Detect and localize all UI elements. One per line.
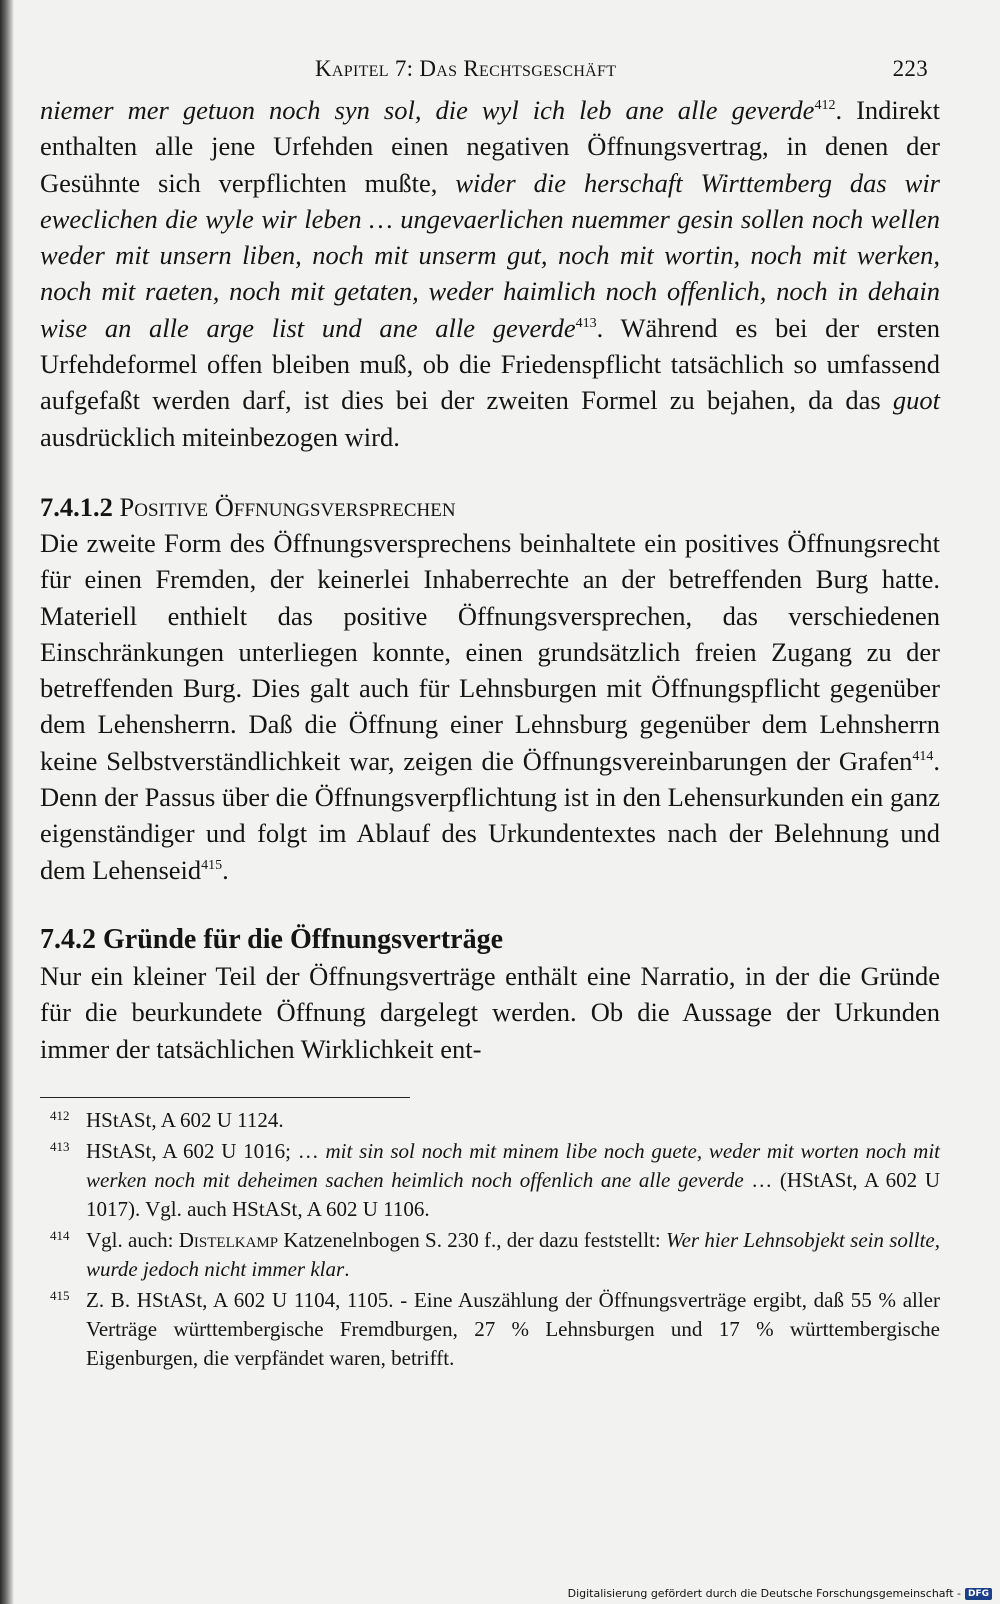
footnote-text: Katzenelnbogen S. 230 f., der dazu feststellt: — [278, 1227, 666, 1252]
footnote-ref: 415 — [201, 857, 223, 873]
footnote-number: 415 — [50, 1287, 70, 1303]
footnote-ref: 414 — [912, 748, 934, 764]
footnote-author: Distelkamp — [178, 1227, 279, 1252]
footnote-number: 412 — [50, 1107, 70, 1123]
subsection-heading — [40, 489, 940, 525]
footnote-text: HStASt, A 602 U 1016; … — [86, 1138, 326, 1163]
text-run: . Während es bei der ersten Urfehdeformel offen bleiben muß, ob die Friedenspflicht tatsächlich so umfassend aufgefaßt werden darf, ist dies bei der zweiten Formel zu bejahen, da das — [40, 312, 940, 416]
paragraph — [40, 92, 940, 455]
paragraph: Nur ein kleiner Teil der Öffnungsverträge enthält eine Narratio, in der die Gründe für die beurkundete Öffnung dargelegt werden. Ob die Aussage der Urkunden immer der tatsächlichen Wirklichkeit ent- — [40, 960, 940, 1064]
subsection-title: Positive Öffnungsversprechen — [119, 491, 456, 522]
footnote-text: … (HStASt, A 602 U 1017). Vgl. auch HStASt, A 602 U 1106. — [86, 1167, 940, 1221]
footnote-number: 414 — [50, 1227, 70, 1243]
footnotes — [40, 1106, 940, 1373]
book-spine-shadow — [0, 0, 14, 1604]
dfg-logo-icon: DFG — [965, 1588, 992, 1600]
subsection-number: 7.4.1.2 — [40, 491, 113, 522]
footnote — [40, 1106, 940, 1135]
book-page — [40, 52, 940, 1375]
footnote-text: Z. B. HStASt, A 602 U 1104, 1105. - Eine Auszählung der Öffnungsverträge ergibt, daß 55 % aller Verträge württembergische Fremdburgen, 27 % Lehnsburgen und 17 % württembergische Eigenburgen, die verpfändet waren, betrifft. — [86, 1287, 940, 1370]
quotation: niemer mer getuon noch syn sol, die wyl ich leb ane alle geverde — [40, 95, 815, 125]
text-run: Die zweite Form des Öffnungsversprechens beinhaltete ein positives Öffnungsrecht für einen Fremden, der keinerlei Inhaberrechte an der betreffenden Burg hatte. Materiell enthielt das positive Öffnungsversprechen, das verschiedenen Einschränkungen unterliegen konnte, einen grundsätzlich freien Zugang zu der betreffenden Burg. Dies galt auch für Lehnsburgen mit Öffnungspflicht gegenüber dem Lehensherrn. Daß die Öffnung einer Lehnsburg gegenüber dem Lehnsherrn keine Selbstverständlichkeit war, zeigen die Öffnungsvereinbarungen der Grafen — [40, 527, 940, 776]
footnote-ref: 413 — [575, 315, 597, 331]
footnote-quotation: mit sin sol noch mit minem libe noch guete, weder mit worten noch mit werken noch mit deheimen sachen heimlich noch offenlich ane alle geverde — [86, 1138, 940, 1192]
text-run: . Indirekt enthalten alle jene Urfehden einen negativen Öffnungsvertrag, in denen der Gesühnte sich verpflichten mußte, — [40, 95, 940, 198]
footnote-ref: 412 — [814, 98, 836, 114]
digitization-credit — [568, 1587, 992, 1600]
page-number: 223 — [892, 56, 928, 81]
main-text — [40, 92, 940, 1067]
term: guot — [892, 385, 940, 416]
page-header — [40, 52, 940, 92]
footnote-text: HStASt, A 602 U 1124. — [86, 1107, 284, 1132]
section-heading: 7.4.2 Gründe für die Öffnungsverträge — [40, 923, 504, 955]
credit-text: Digitalisierung gefördert durch die Deutsche Forschungsgemeinschaft - — [567, 1587, 961, 1600]
footnote-quotation: Wer hier Lehnsobjekt sein sollte, wurde jedoch nicht immer klar — [86, 1227, 940, 1281]
text-run: . — [222, 854, 229, 885]
footnote — [40, 1226, 940, 1284]
footnote — [40, 1137, 940, 1224]
paragraph — [40, 525, 940, 888]
text-run: . Denn der Passus über die Öffnungsverpflichtung ist in den Lehensurkunden ein ganz eigenständiger und folgt im Ablauf des Urkundentextes nach der Belehnung und dem Lehenseid — [40, 745, 940, 885]
running-head: Kapitel 7: Das Rechtsgeschäft — [315, 56, 617, 81]
footnote-text: . — [344, 1256, 350, 1281]
quotation: wider die herschaft Wirttemberg das wir eweclichen die wyle wir leben … ungevaerlichen nuemmer gesin sollen noch wellen weder mit unsern liben, noch mit unserm gut, noch mit wortin, noch mit werken, noch mit raeten, noch mit getaten, weder haimlich noch offenlich, noch in dehain wise an alle arge list und ane alle geverde — [40, 167, 940, 343]
footnote-text: Vgl. auch: — [86, 1227, 179, 1252]
footnote-divider — [40, 1097, 410, 1098]
footnote-number: 413 — [50, 1138, 70, 1154]
text-run: ausdrücklich miteinbezogen wird. — [40, 421, 400, 452]
footnote — [40, 1286, 940, 1373]
